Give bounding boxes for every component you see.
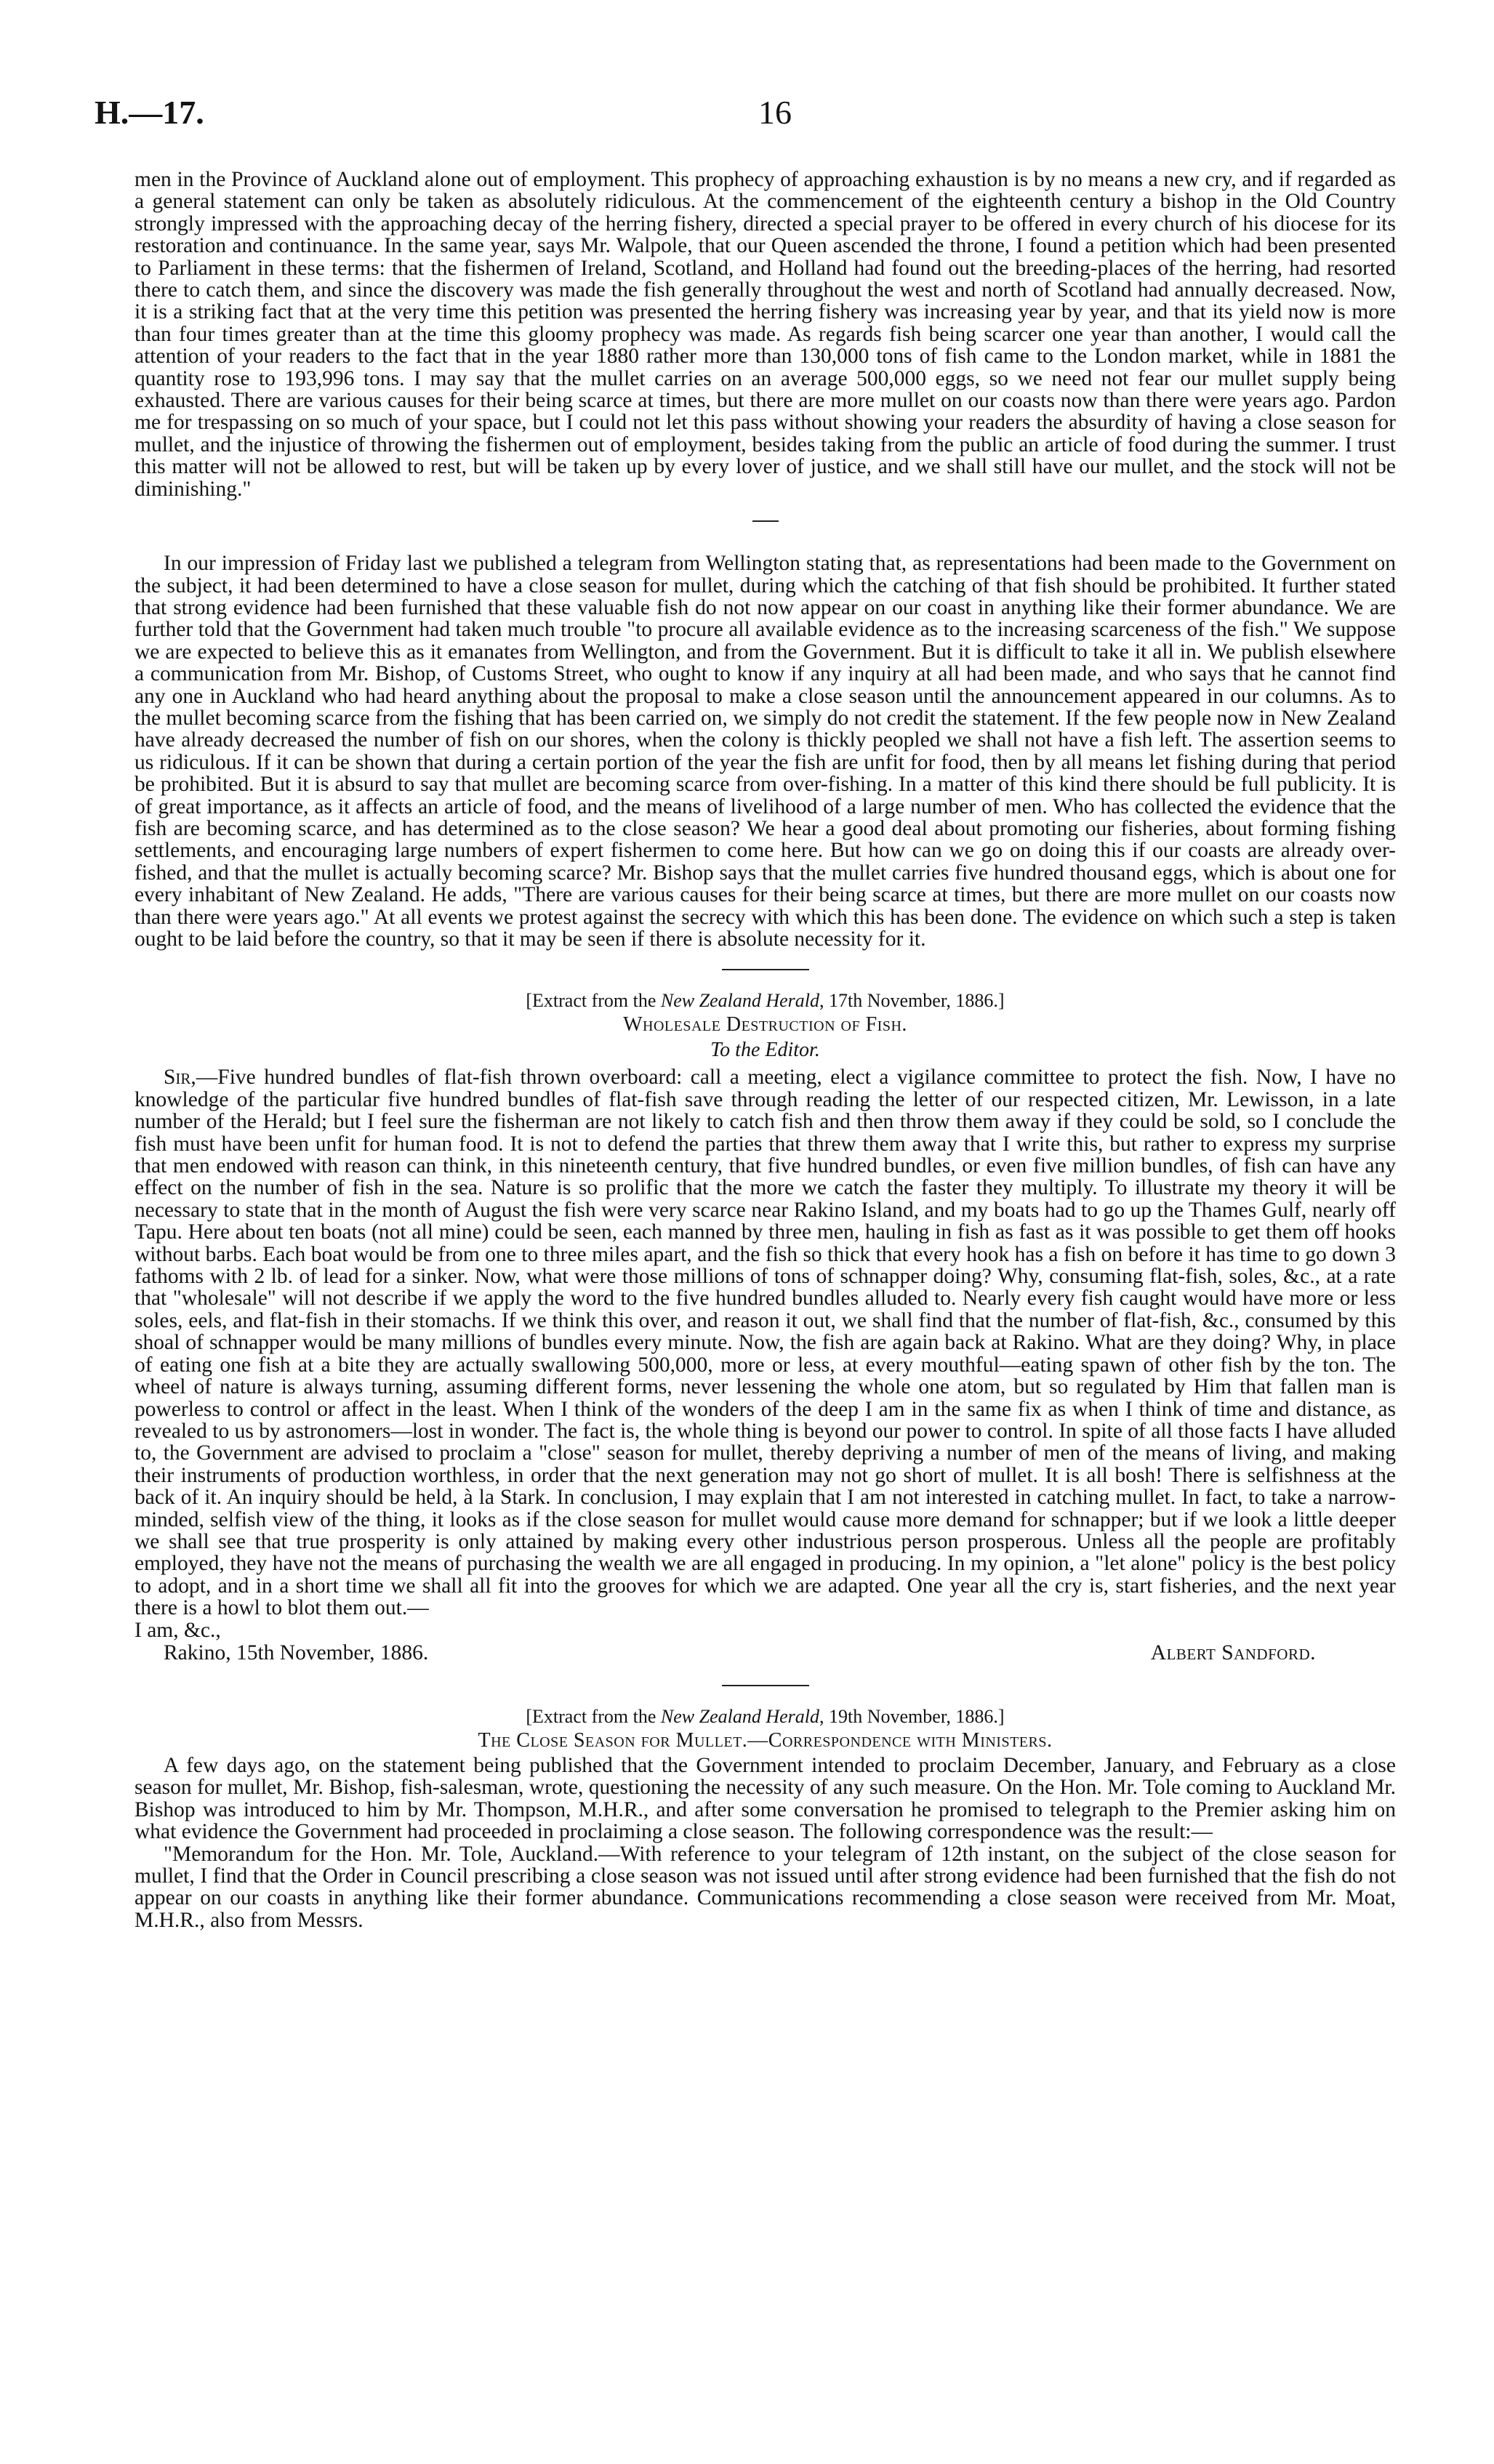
letter-closing: I am, &c., bbox=[134, 1618, 221, 1642]
source-prefix: [Extract from the bbox=[526, 990, 661, 1012]
article-title: Wholesale Destruction of Fish. bbox=[623, 1013, 907, 1036]
document-reference: H.—17. bbox=[95, 94, 204, 131]
source-newspaper: New Zealand Herald bbox=[660, 1705, 820, 1727]
article-subtitle: To the Editor. bbox=[710, 1039, 820, 1062]
page-number: 16 bbox=[758, 94, 792, 131]
letter-place-date: Rakino, 15th November, 1886. bbox=[164, 1640, 429, 1664]
section-divider bbox=[752, 520, 779, 522]
source-newspaper: New Zealand Herald bbox=[660, 990, 820, 1012]
page-content bbox=[134, 169, 1396, 1931]
memorandum-paragraph: "Memorandum for the Hon. Mr. Tole, Auckland.—With reference to your telegram of 12th instant, on the subject of the close season for mullet, I find that the Order in Council prescribing a close season was not issued until after strong evidence had been furnished that the fish do not appear on our coasts in anything like their former abundance. Communications recommending a close season were received from Mr. Moat, M.H.R., also from Messrs. bbox=[134, 1842, 1396, 1932]
article-title: The Close Season for Mullet.—Correspondence with Ministers. bbox=[478, 1728, 1053, 1752]
source-prefix: [Extract from the bbox=[526, 1705, 661, 1727]
letter-signoff bbox=[134, 1641, 1396, 1666]
extract-source-line bbox=[134, 1705, 1396, 1728]
source-date: , 19th November, 1886.] bbox=[819, 1705, 1005, 1727]
section-divider bbox=[722, 1685, 809, 1686]
letter-body-text: —Five hundred bundles of flat-fish thrown overboard: call a meeting, elect a vigilance committee to protect the fish. Now, I have no knowledge of the particular five hundred bundles of flat-fish save through reading the letter of our respected citizen, Mr. Lewisson, in a late number of the Herald; but I feel sure the fisherman are not likely to catch fish and then throw them away if they could be sold, so I conclude the fish must have been unfit for human food. It is not to defend the parties that threw them away that I write this, but rather to express my surprise that men endowed with reason can think, in this nineteenth century, that five hundred bundles, or even five million bundles, of fish can have any effect on the number of fish in the sea. Nature is so prolific that the more we catch the faster they multiply. To illustrate my theory it will be necessary to state that in the month of August the fish were very scarce near Rakino Island, and my boats had to go up the Thames Gulf, nearly off Tapu. Here about ten boats (not all mine) could be seen, each manned by three men, hauling in fish as fast as it was possible to get them off hooks without barbs. Each boat would be from one to three miles apart, and the fish so thick that every hook has a fish on before it has time to go down 3 fathoms with 2 lb. of lead for a sinker. Now, what were those millions of tons of schnapper doing? Why, consuming flat-fish, soles, &c., at a rate that "wholesale" will not describe if we apply the word to the five hundred bundles alluded to. Nearly every fish caught would have more or less soles, eels, and flat-fish in their stomachs. If we think this over, and reason it out, we shall find that the number of flat-fish, &c., consumed by this shoal of schnapper would be many millions of bundles every minute. Now, the fish are again back at Rakino. What are they doing? Why, in place of eating one fish at a bite they are actually swallowing 500,000, more or less, at every mouthful—eating spawn of other fish by the ton. The wheel of nature is always turning, assuming different forms, never lessening the whole one atom, but so regulated by Him that fallen man is powerless to control or affect in the least. When I think of the wonders of the deep I am in the same fix as when I think of time and distance, as revealed to us by astronomers—lost in wonder. The fact is, the whole thing is beyond our power to control. In spite of all those facts I have alluded to, the Government are advised to proclaim a "close" season for mullet, thereby depriving a number of men of the means of living, and making their instruments of production worthless, in order that the next generation may not go short of mullet. It is all bosh! There is selfishness at the back of it. An inquiry should be held, à la Stark. In conclusion, I may explain that I am not interested in catching mullet. In fact, to take a narrow-minded, selfish view of the thing, it looks as if the close season for mullet would cause more demand for schnapper; but if we look a little deeper we shall see that true prosperity is only attained by making every other industrious person prosperous. Unless all the people are profitably employed, they have not the means of purchasing the wealth we are all engaged in producing. In my opinion, a "let alone" policy is the best policy to adopt, and in a short time we shall all fit into the grooves for which we are adapted. One year all the cry is, start fisheries, and the next year there is a howl to blot them out.— bbox=[134, 1066, 1396, 1620]
extract-source-line bbox=[134, 989, 1396, 1012]
editorial-paragraph: In our impression of Friday last we published a telegram from Wellington stating that, as representations had been made to the Government on the subject, it had been determined to have a close season for mullet, during which the catching of that fish should be prohibited. It further stated that strong evidence had been furnished that these valuable fish do not now appear on our coast in anything like their former abundance. We are further told that the Government had taken much trouble "to procure all available evidence as to the increasing scarceness of the fish." We suppose we are expected to believe this as it emanates from Wellington, and from the Government. But it is difficult to take it all in. We publish elsewhere a communication from Mr. Bishop, of Customs Street, who ought to know if any inquiry at all had been made, and who says that he cannot find any one in Auckland who had heard anything about the proposal to make a close season until the announcement appeared in our columns. As to the mullet becoming scarce from the fishing that has been carried on, we simply do not credit the statement. If the few people now in New Zealand have already decreased the number of fish on our shores, when the colony is thickly peopled we shall not have a fish left. The assertion seems to us ridiculous. If it can be shown that during a certain portion of the year the fish are unfit for food, then by all means let fishing during that period be prohibited. But it is absurd to say that mullet are becoming scarce from over-fishing. In a matter of this kind there should be full publicity. It is of great importance, as it affects an article of food, and the means of livelihood of a large number of men. Who has collected the evidence that the fish are becoming scarce, and has determined as to the close season? We hear a good deal about promoting our fisheries, about forming fishing settlements, and encouraging large numbers of expert fishermen to come here. But how can we go on doing this if our coasts are already over-fished, and that the mullet is actually becoming scarce? Mr. Bishop says that the mullet carries five hundred thousand eggs, which is about one for every inhabitant of New Zealand. He adds, "There are various causes for their being scarce at times, but there are more mullet on our coasts now than there were years ago." At all events we protest against the secrecy with which this has been done. The evidence on which such a step is taken ought to be laid before the country, so that it may be seen if there is absolute necessity for it. bbox=[134, 552, 1397, 951]
section-divider bbox=[722, 969, 809, 970]
letter-signature: Albert Sandford. bbox=[1150, 1640, 1316, 1664]
letter-salutation: Sir, bbox=[164, 1066, 196, 1090]
letter-body bbox=[134, 1066, 1396, 1619]
letter-continuation: men in the Province of Auckland alone out of employment. This prophecy of approaching exhaustion is by no means a new cry, and if regarded as a general statement can only be taken as absolutely ridiculous. At the commencement of the eighteenth century a bishop in the Old Country strongly impressed with the approaching decay of the herring fishery, directed a special prayer to be offered in every church of his diocese for its restoration and continuance. In the same year, says Mr. Walpole, that our Queen ascended the throne, I found a petition which had been presented to Parliament in these terms: that the fishermen of Ireland, Scotland, and Holland had found out the breeding-places of the herring, had resorted there to catch them, and since the discovery was made the fish generally throughout the west and north of Scotland had annually decreased. Now, it is a striking fact that at the very time this petition was presented the herring fishery was increasing year by year, and that its yield now is more than four times greater than at the time this gloomy prophecy was made. As regards fish being scarcer one year than another, I would call the attention of your readers to the fact that in the year 1880 rather more than 130,000 tons of fish came to the London market, while in 1881 the quantity rose to 193,996 tons. I may say that the mullet carries on an average 500,000 eggs, so we need not fear our mullet supply being exhausted. There are various causes for their being scarce at times, but there are more mullet on our coasts now than there were years ago. Pardon me for trespassing on so much of your space, but I could not let this pass without showing your readers the absurdity of having a close season for mullet, and the injustice of throwing the fishermen out of employment, besides taking from the public an article of food during the summer. I trust this matter will not be allowed to rest, but will be taken up by every lover of justice, and we shall still have our mullet, and the stock will not be diminishing." bbox=[134, 168, 1396, 501]
source-date: , 17th November, 1886.] bbox=[819, 990, 1005, 1012]
article-paragraph: A few days ago, on the statement being published that the Government intended to proclaim December, January, and February as a close season for mullet, Mr. Bishop, fish-salesman, wrote, questioning the necessity of any such measure. On the Hon. Mr. Tole coming to Auckland Mr. Bishop was introduced to him by Mr. Thompson, M.H.R., and after some conversation he promised to telegraph to the Premier asking him on what evidence the Government had proceeded in proclaiming a close season. The following correspondence was the result:— bbox=[134, 1753, 1396, 1844]
page-header bbox=[95, 93, 1396, 137]
